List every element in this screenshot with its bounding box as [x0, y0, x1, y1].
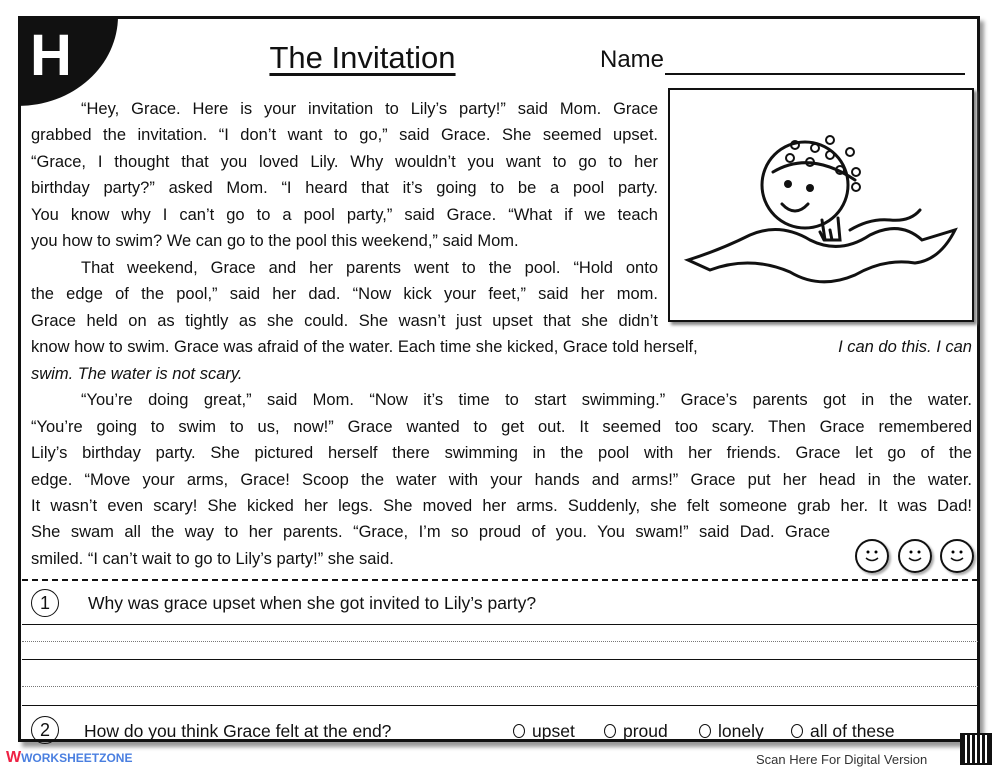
- story-line: It wasn’t even scary! She kicked her legs. She moved her arms. Suddenly, she felt someone grab her. It was Dad!: [31, 497, 972, 515]
- story-line: “You’re doing great,” said Mom. “Now it’s time to start swimming.” Grace’s parents got in the water.: [81, 391, 972, 409]
- story-line: That weekend, Grace and her parents went to the pool. “Hold onto: [81, 259, 658, 277]
- swimmer-drawing: [670, 90, 972, 320]
- option-label: proud: [623, 721, 668, 741]
- answer-line[interactable]: [22, 705, 978, 706]
- radio-icon[interactable]: [699, 724, 711, 738]
- swimmer-illustration: [668, 88, 974, 322]
- story-italic: I can do this. I can: [838, 338, 972, 356]
- option-proud[interactable]: [604, 721, 668, 742]
- story-text-span: know how to swim. Grace was afraid of the water. Each time she kicked, Grace told herself,: [31, 338, 698, 356]
- radio-icon[interactable]: [791, 724, 803, 738]
- answer-guide: [22, 686, 978, 687]
- section-divider: [22, 579, 978, 581]
- smiley-face-icon[interactable]: [898, 539, 932, 573]
- radio-icon[interactable]: [604, 724, 616, 738]
- story-line: Grace held on as tightly as she could. She wasn’t just upset that she didn’t: [31, 312, 658, 330]
- story-line: “You’re going to swim to us, now!” Grace wanted to get out. It seemed too scary. Then Grace remembered: [31, 418, 972, 436]
- option-label: upset: [532, 721, 575, 741]
- story-line: edge. “Move your arms, Grace! Scoop the water with your hands and arms!” Grace put her head in the water.: [31, 471, 972, 489]
- question-number: 1: [31, 589, 59, 617]
- scan-caption: Scan Here For Digital Version: [756, 752, 928, 767]
- logo-mark: W: [6, 749, 22, 766]
- answer-guide: [22, 641, 978, 642]
- option-label: lonely: [718, 721, 764, 741]
- story-line: [31, 361, 243, 387]
- name-label: Name: [600, 46, 665, 73]
- story-line: smiled. “I can’t wait to go to Lily’s party!” she said.: [31, 550, 394, 568]
- name-field[interactable]: [665, 73, 965, 75]
- question-text: How do you think Grace felt at the end?: [84, 721, 392, 741]
- answer-line[interactable]: [22, 659, 978, 660]
- story-italic: swim. The water is not scary.: [31, 365, 243, 383]
- logo-text: WORKSHEETZONE: [21, 751, 133, 765]
- option-upset[interactable]: [513, 721, 575, 742]
- question-text: Why was grace upset when she got invited to Lily’s party?: [88, 593, 537, 613]
- radio-icon[interactable]: [513, 724, 525, 738]
- story-line: you how to swim? We can go to the pool this weekend,” said Mom.: [31, 232, 519, 250]
- worksheetzone-logo[interactable]: [6, 749, 132, 767]
- story-line: “Grace, I thought that you loved Lily. Why wouldn’t you want to go to her: [31, 153, 658, 171]
- option-all-of-these[interactable]: [791, 721, 895, 742]
- option-label: all of these: [810, 721, 895, 741]
- question-number: 2: [31, 716, 59, 744]
- story-line: [31, 334, 972, 360]
- story-line: She swam all the way to her parents. “Grace, I’m so proud of you. You swam!” said Dad. Grace: [31, 523, 830, 541]
- qr-code-icon[interactable]: [960, 733, 992, 765]
- story-line: birthday party?” asked Mom. “I heard that it’s going to be a pool party.: [31, 179, 658, 197]
- smiley-face-icon[interactable]: [940, 539, 974, 573]
- smiley-face-icon[interactable]: [855, 539, 889, 573]
- story-line: Lily’s birthday party. She pictured herself there swimming in the pool with her friends. Grace let go of the: [31, 444, 972, 462]
- story-line: the edge of the pool,” said her dad. “Now kick your feet,” said her mom.: [31, 285, 658, 303]
- story-line: You know why I can’t go to a pool party,” said Grace. “What if we teach: [31, 206, 658, 224]
- option-lonely[interactable]: [699, 721, 764, 742]
- answer-line[interactable]: [22, 624, 978, 625]
- story-line: grabbed the invitation. “I don’t want to go,” said Grace. She seemed upset.: [31, 126, 658, 144]
- level-letter: H: [30, 23, 72, 88]
- page-title: The Invitation: [269, 40, 456, 75]
- story-line: “Hey, Grace. Here is your invitation to Lily’s party!” said Mom. Grace: [81, 100, 658, 118]
